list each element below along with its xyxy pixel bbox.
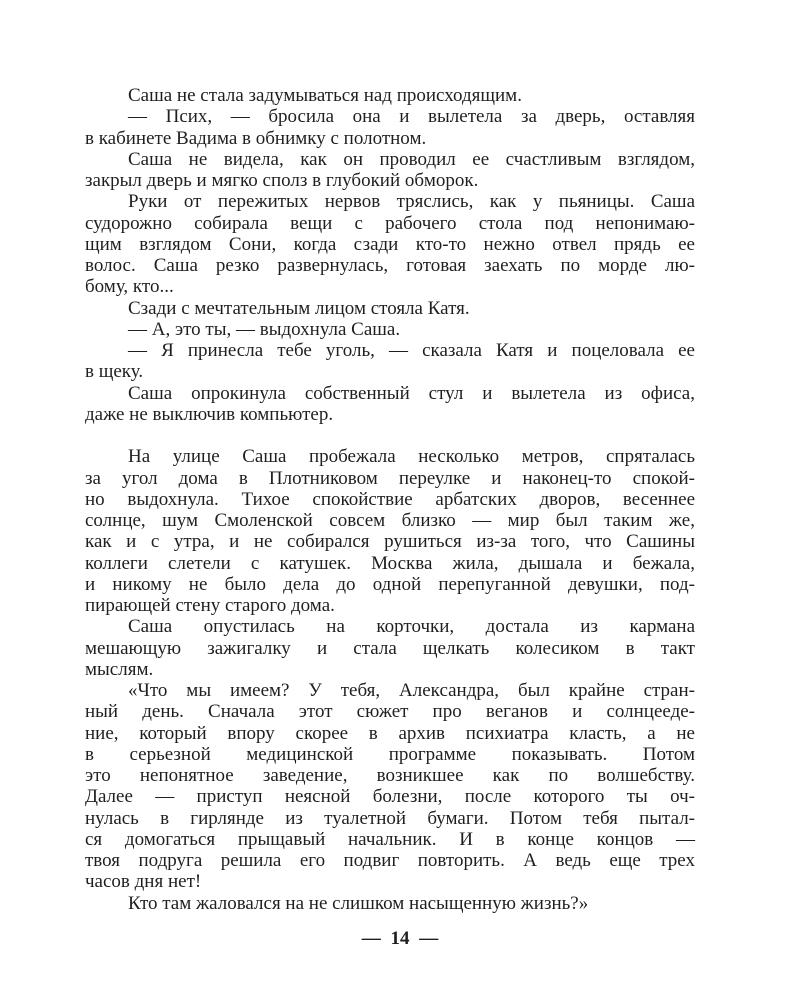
text-block	[85, 85, 695, 914]
text-line: Саша не стала задумываться над происходящим.	[128, 85, 522, 106]
text-line: закрыл дверь и мягко сполз в глубокий обморок.	[85, 170, 479, 191]
text-line: твоя подруга решила его подвиг повторить. А ведь еще трех	[85, 850, 695, 871]
text-line: Саша опрокинула собственный стул и вылетела из офиса,	[128, 382, 695, 404]
text-line: Далее — приступ неясной болезни, после которого ты оч-	[85, 786, 695, 808]
text-line: бому, кто...	[85, 276, 174, 298]
paragraph	[85, 383, 695, 426]
text-line: Кто там жаловался на не слишком насыщенную жизнь?»	[128, 892, 589, 914]
text-line: это непонятное заведение, возникшее как по волшебству.	[85, 765, 695, 786]
page-footer	[0, 928, 800, 950]
paragraph	[85, 340, 695, 383]
text-line: нулась в гирлянде из туалетной бумаги. Потом тебя пытал-	[85, 807, 695, 829]
text-line: ние, который впору скорее в архив психиатра класть, а не	[85, 722, 695, 744]
text-line: даже не выключив компьютер.	[85, 403, 334, 425]
text-line: в кабинете Вадима в обнимку с полотном.	[85, 127, 427, 149]
text-line: судорожно собирала вещи с рабочего стола под непонимаю-	[85, 212, 695, 234]
text-line: Руки от пережитых нервов тряслись, как у пьяницы. Саша	[128, 191, 695, 213]
text-line: «Что мы имеем? У тебя, Александра, был крайне стран-	[128, 680, 695, 701]
text-line: На улице Саша пробежала несколько метров, спряталась	[128, 446, 695, 468]
text-line: щим взглядом Сони, когда сзади кто-то нежно отвел прядь ее	[85, 233, 695, 255]
text-line: за угол дома в Плотниковом переулке и наконец-то спокой-	[85, 467, 695, 489]
text-line: — Псих, — бросила она и вылетела за дверь, оставляя	[128, 106, 695, 128]
text-line: и никому не было дела до одной перепуганной девушки, под-	[85, 573, 695, 595]
text-line: мыслям.	[85, 658, 154, 680]
text-line: ный день. Сначала этот сюжет про веганов и солнцееде-	[85, 701, 695, 723]
paragraph	[85, 616, 695, 680]
paragraph	[85, 893, 695, 914]
paragraph	[85, 149, 695, 192]
paragraph	[85, 446, 695, 616]
text-line: но выдохнула. Тихое спокойствие арбатских дворов, весеннее	[85, 488, 695, 510]
paragraph	[85, 680, 695, 893]
text-line: Саша не видела, как он проводил ее счастливым взглядом,	[128, 148, 695, 170]
text-line: волос. Саша резко развернулась, готовая заехать по морде лю-	[85, 255, 695, 276]
text-line: коллеги слетели с катушек. Москва жила, дышала и бежала,	[85, 552, 695, 574]
text-line: в серьезной медицинской программе показывать. Потом	[85, 743, 695, 765]
text-line: — Я принесла тебе уголь, — сказала Катя и поцеловала ее	[128, 340, 695, 361]
paragraph	[85, 319, 695, 340]
paragraph	[85, 106, 695, 149]
paragraph	[85, 298, 695, 319]
text-line: пирающей стену старого дома.	[85, 595, 335, 616]
paragraph	[85, 85, 695, 106]
text-line: часов дня нет!	[85, 871, 202, 893]
text-line: как и с утра, и не собирался рушиться из-за того, что Сашины	[85, 531, 695, 553]
text-line: Сзади с мечтательным лицом стояла Катя.	[128, 297, 470, 319]
text-line: Саша опустилась на корточки, достала из кармана	[128, 616, 695, 638]
text-line: мешающую зажигалку и стала щелкать колесиком в такт	[85, 637, 695, 659]
text-line: ся домогаться прыщавый начальник. И в конце концов —	[85, 828, 695, 850]
paragraph	[85, 191, 695, 297]
text-line: в щеку.	[85, 361, 144, 383]
page-number: — 14 —	[361, 928, 439, 949]
text-line: солнце, шум Смоленской совсем близко — мир был таким же,	[85, 510, 695, 531]
section-break	[85, 425, 695, 446]
text-line: — А, это ты, — выдохнула Саша.	[128, 318, 401, 340]
